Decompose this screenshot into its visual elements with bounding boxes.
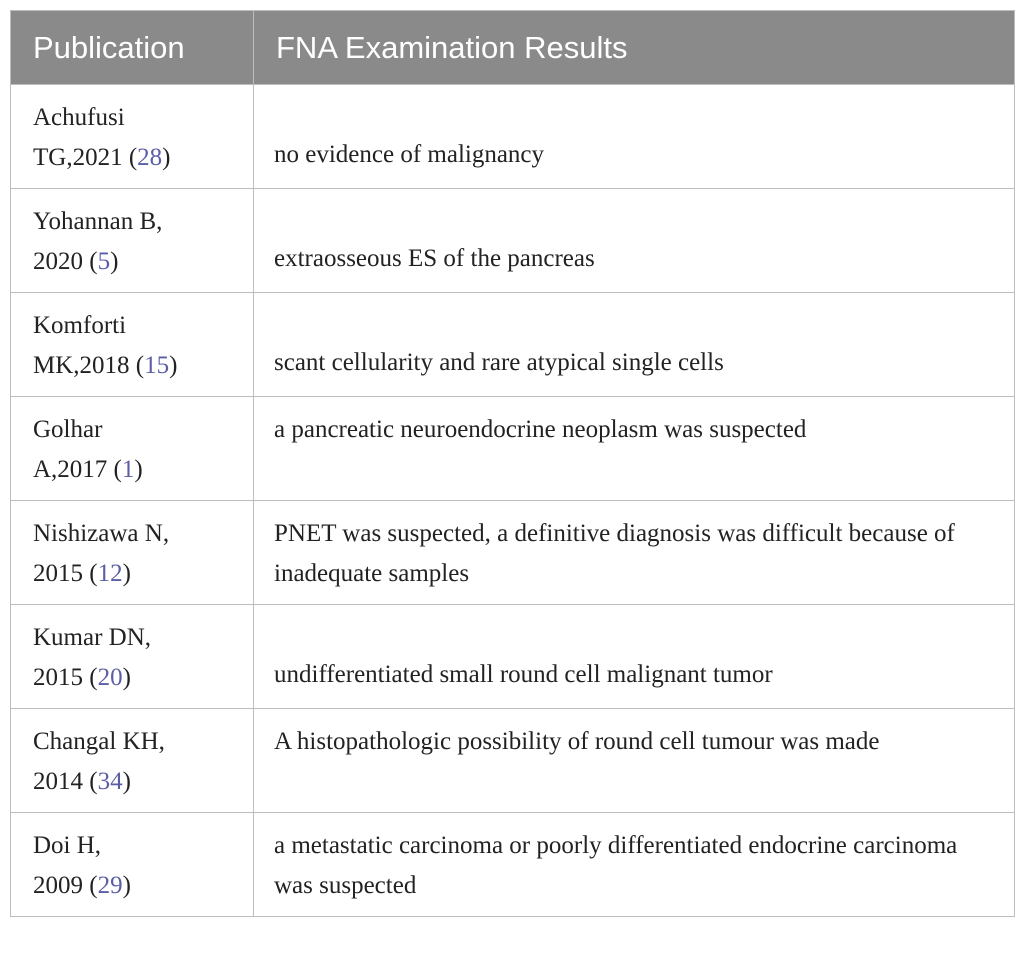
table-row <box>11 397 1015 501</box>
publication-year <box>33 346 235 386</box>
reference-link[interactable]: 15 <box>144 352 170 379</box>
year-text: TG,2021 ( <box>33 144 138 171</box>
fna-result-text: PNET was suspected, a definitive diagnosis was difficult because of inadequate samples <box>274 520 955 587</box>
reference-link[interactable]: 12 <box>97 560 123 587</box>
fna-result-text: a metastatic carcinoma or poorly differentiated endocrine carcinoma was suspected <box>274 832 958 899</box>
table-row <box>11 501 1015 605</box>
year-text: 2015 ( <box>33 560 98 587</box>
reference-link[interactable]: 34 <box>97 768 123 795</box>
reference-link[interactable]: 29 <box>97 872 123 899</box>
fna-result-text: scant cellularity and rare atypical single cells <box>274 349 724 376</box>
year-text: 2014 ( <box>33 768 98 795</box>
fna-result-text: extraosseous ES of the pancreas <box>274 245 595 272</box>
fna-result-cell <box>254 605 1015 709</box>
publication-cell <box>11 501 254 605</box>
reference-close: ) <box>162 144 171 171</box>
reference-close: ) <box>122 872 131 899</box>
reference-close: ) <box>122 768 131 795</box>
year-text: A,2017 ( <box>33 456 122 483</box>
reference-link[interactable]: 5 <box>97 248 111 275</box>
fna-result-cell <box>254 501 1015 605</box>
fna-result-cell <box>254 293 1015 397</box>
publication-year <box>33 242 235 282</box>
author-name: Golhar <box>33 416 103 443</box>
fna-result-text: no evidence of malignancy <box>274 141 545 168</box>
author-name: Kumar DN, <box>33 624 152 651</box>
publication-cell <box>11 397 254 501</box>
year-text: 2009 ( <box>33 872 98 899</box>
publication-year <box>33 658 235 698</box>
reference-close: ) <box>122 560 131 587</box>
reference-close: ) <box>110 248 119 275</box>
fna-results-table <box>10 10 1015 917</box>
fna-result-text: undifferentiated small round cell malignant tumor <box>274 661 773 688</box>
publication-year <box>33 762 235 802</box>
fna-results-table-container <box>10 10 1014 917</box>
table-row <box>11 293 1015 397</box>
reference-link[interactable]: 28 <box>137 144 163 171</box>
table-row <box>11 813 1015 917</box>
header-publication: Publication <box>11 11 254 85</box>
year-text: 2015 ( <box>33 664 98 691</box>
reference-close: ) <box>122 664 131 691</box>
fna-result-cell <box>254 709 1015 813</box>
author-name: Doi H, <box>33 832 102 859</box>
publication-cell <box>11 813 254 917</box>
year-text: MK,2018 ( <box>33 352 145 379</box>
publication-year <box>33 138 235 178</box>
table-row <box>11 85 1015 189</box>
table-row <box>11 605 1015 709</box>
reference-close: ) <box>134 456 143 483</box>
publication-year <box>33 450 235 490</box>
publication-cell <box>11 709 254 813</box>
table-header-row <box>11 11 1015 85</box>
publication-year <box>33 554 235 594</box>
publication-cell <box>11 85 254 189</box>
year-text: 2020 ( <box>33 248 98 275</box>
header-fna-results: FNA Examination Results <box>254 11 1015 85</box>
reference-link[interactable]: 1 <box>121 456 135 483</box>
publication-year <box>33 866 235 906</box>
fna-result-cell <box>254 189 1015 293</box>
author-name: Achufusi <box>33 104 125 131</box>
author-name: Komforti <box>33 312 127 339</box>
reference-link[interactable]: 20 <box>97 664 123 691</box>
author-name: Nishizawa N, <box>33 520 170 547</box>
fna-result-cell <box>254 813 1015 917</box>
publication-cell <box>11 293 254 397</box>
publication-cell <box>11 605 254 709</box>
reference-close: ) <box>169 352 178 379</box>
author-name: Yohannan B, <box>33 208 163 235</box>
table-row <box>11 189 1015 293</box>
fna-result-cell <box>254 85 1015 189</box>
publication-cell <box>11 189 254 293</box>
table-row <box>11 709 1015 813</box>
fna-result-text: a pancreatic neuroendocrine neoplasm was suspected <box>274 416 807 443</box>
author-name: Changal KH, <box>33 728 165 755</box>
fna-result-cell <box>254 397 1015 501</box>
fna-result-text: A histopathologic possibility of round cell tumour was made <box>274 728 880 755</box>
